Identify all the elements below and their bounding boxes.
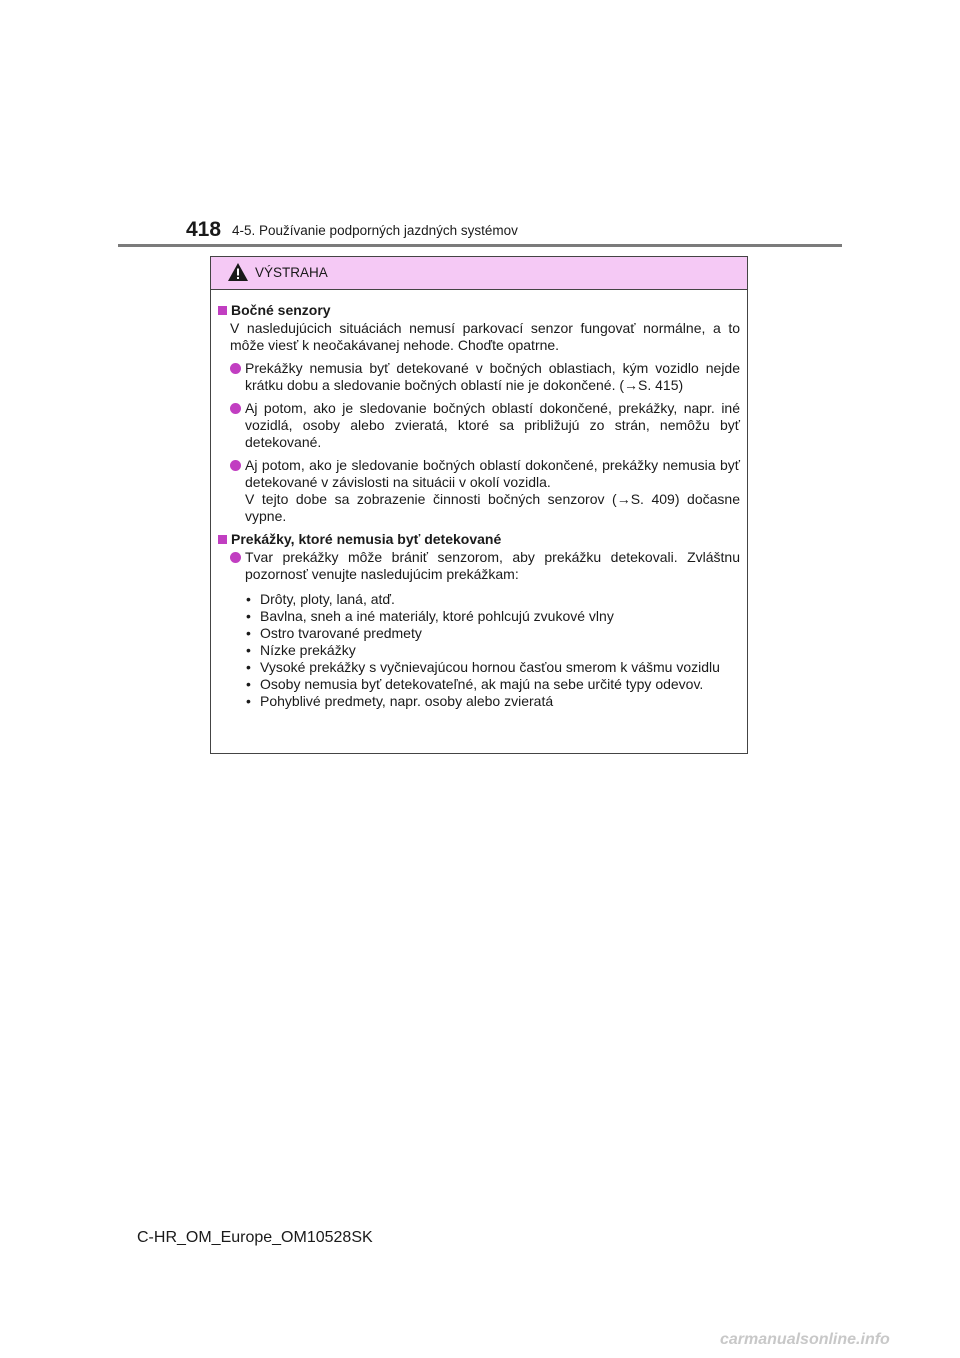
heading-text: Bočné senzory xyxy=(231,302,331,318)
list-item xyxy=(246,676,740,693)
round-bullet-icon xyxy=(230,363,241,374)
site-watermark: carmanualsonline.info xyxy=(720,1331,890,1348)
list-dot: • xyxy=(246,591,251,607)
warning-triangle-icon xyxy=(227,262,249,282)
bullet-text: Prekážky nemusia byť detekované v bočných oblastiach, kým vozidlo nejde krátku dobu a sledovanie bočných oblastí nie je dokončené. (→S. 415) xyxy=(245,360,740,393)
list-item-text: Pohyblivé predmety, napr. osoby alebo zvieratá xyxy=(260,693,554,709)
bullet-item xyxy=(218,360,740,394)
bullet-item xyxy=(218,400,740,451)
list-item-text: Ostro tvarované predmety xyxy=(260,625,422,641)
list-item-text: Nízke prekážky xyxy=(260,642,356,658)
list-item xyxy=(246,608,740,625)
round-bullet-icon xyxy=(230,403,241,414)
list-item xyxy=(246,659,740,676)
warning-title: VÝSTRAHA xyxy=(255,265,328,280)
warning-body xyxy=(211,290,747,710)
bullet-text: Aj potom, ako je sledovanie bočných oblastí dokončené, prekážky nemusia byť detekované v závislosti na situácii v okolí vozidla. xyxy=(245,457,740,490)
page-number: 418 xyxy=(186,218,222,241)
round-bullet-icon xyxy=(230,460,241,471)
list-item xyxy=(246,625,740,642)
list-item-text: Osoby nemusia byť detekovateľné, ak majú na sebe určité typy odevov. xyxy=(260,676,704,692)
list-item xyxy=(246,642,740,659)
heading-side-sensors xyxy=(218,302,740,319)
square-bullet-icon xyxy=(218,535,227,544)
list-item-text: Bavlna, sneh a iné materiály, ktoré pohlcujú zvukové vlny xyxy=(260,608,614,624)
round-bullet-icon xyxy=(230,552,241,563)
square-bullet-icon xyxy=(218,306,227,315)
list-item xyxy=(246,693,740,710)
list-dot: • xyxy=(246,693,251,709)
list-dot: • xyxy=(246,676,251,692)
warning-box xyxy=(210,256,748,754)
warning-header xyxy=(211,257,747,290)
bullet-item xyxy=(218,457,740,525)
bullet-text: V tejto dobe sa zobrazenie činnosti bočných senzorov (→S. 409) dočasne vypne. xyxy=(245,491,740,524)
intro-paragraph: V nasledujúcich situáciách nemusí parkovací senzor fungovať normálne, a to môže viesť k neočakávanej nehode. Choďte opatrne. xyxy=(230,320,740,353)
heading-undetected-obstacles xyxy=(218,531,740,548)
list-dot: • xyxy=(246,659,251,675)
section-title: 4-5. Používanie podporných jazdných systémov xyxy=(232,223,518,238)
bullet-text: Tvar prekážky môže brániť senzorom, aby prekážku detekovali. Zvláštnu pozornosť venujte nasledujúcim prekážkam: xyxy=(245,549,740,582)
list-dot: • xyxy=(246,625,251,641)
bullet-text-group xyxy=(245,457,740,525)
list-dot: • xyxy=(246,642,251,658)
bullet-item xyxy=(218,549,740,583)
list-item-text: Drôty, ploty, laná, atď. xyxy=(260,591,395,607)
heading-text: Prekážky, ktoré nemusia byť detekované xyxy=(231,531,502,547)
bullet-text: Aj potom, ako je sledovanie bočných oblastí dokončené, prekážky, napr. iné vozidlá, osoby alebo zvieratá, ktoré sa približujú zo strán, nemôžu byť detekované. xyxy=(245,400,740,450)
document-code: C-HR_OM_Europe_OM10528SK xyxy=(137,1229,373,1246)
header-rule xyxy=(118,244,842,247)
list-item-text: Vysoké prekážky s vyčnievajúcou hornou časťou smerom k vášmu vozidlu xyxy=(260,659,720,675)
obstacle-list xyxy=(218,591,740,710)
list-item xyxy=(246,591,740,608)
list-dot: • xyxy=(246,608,251,624)
